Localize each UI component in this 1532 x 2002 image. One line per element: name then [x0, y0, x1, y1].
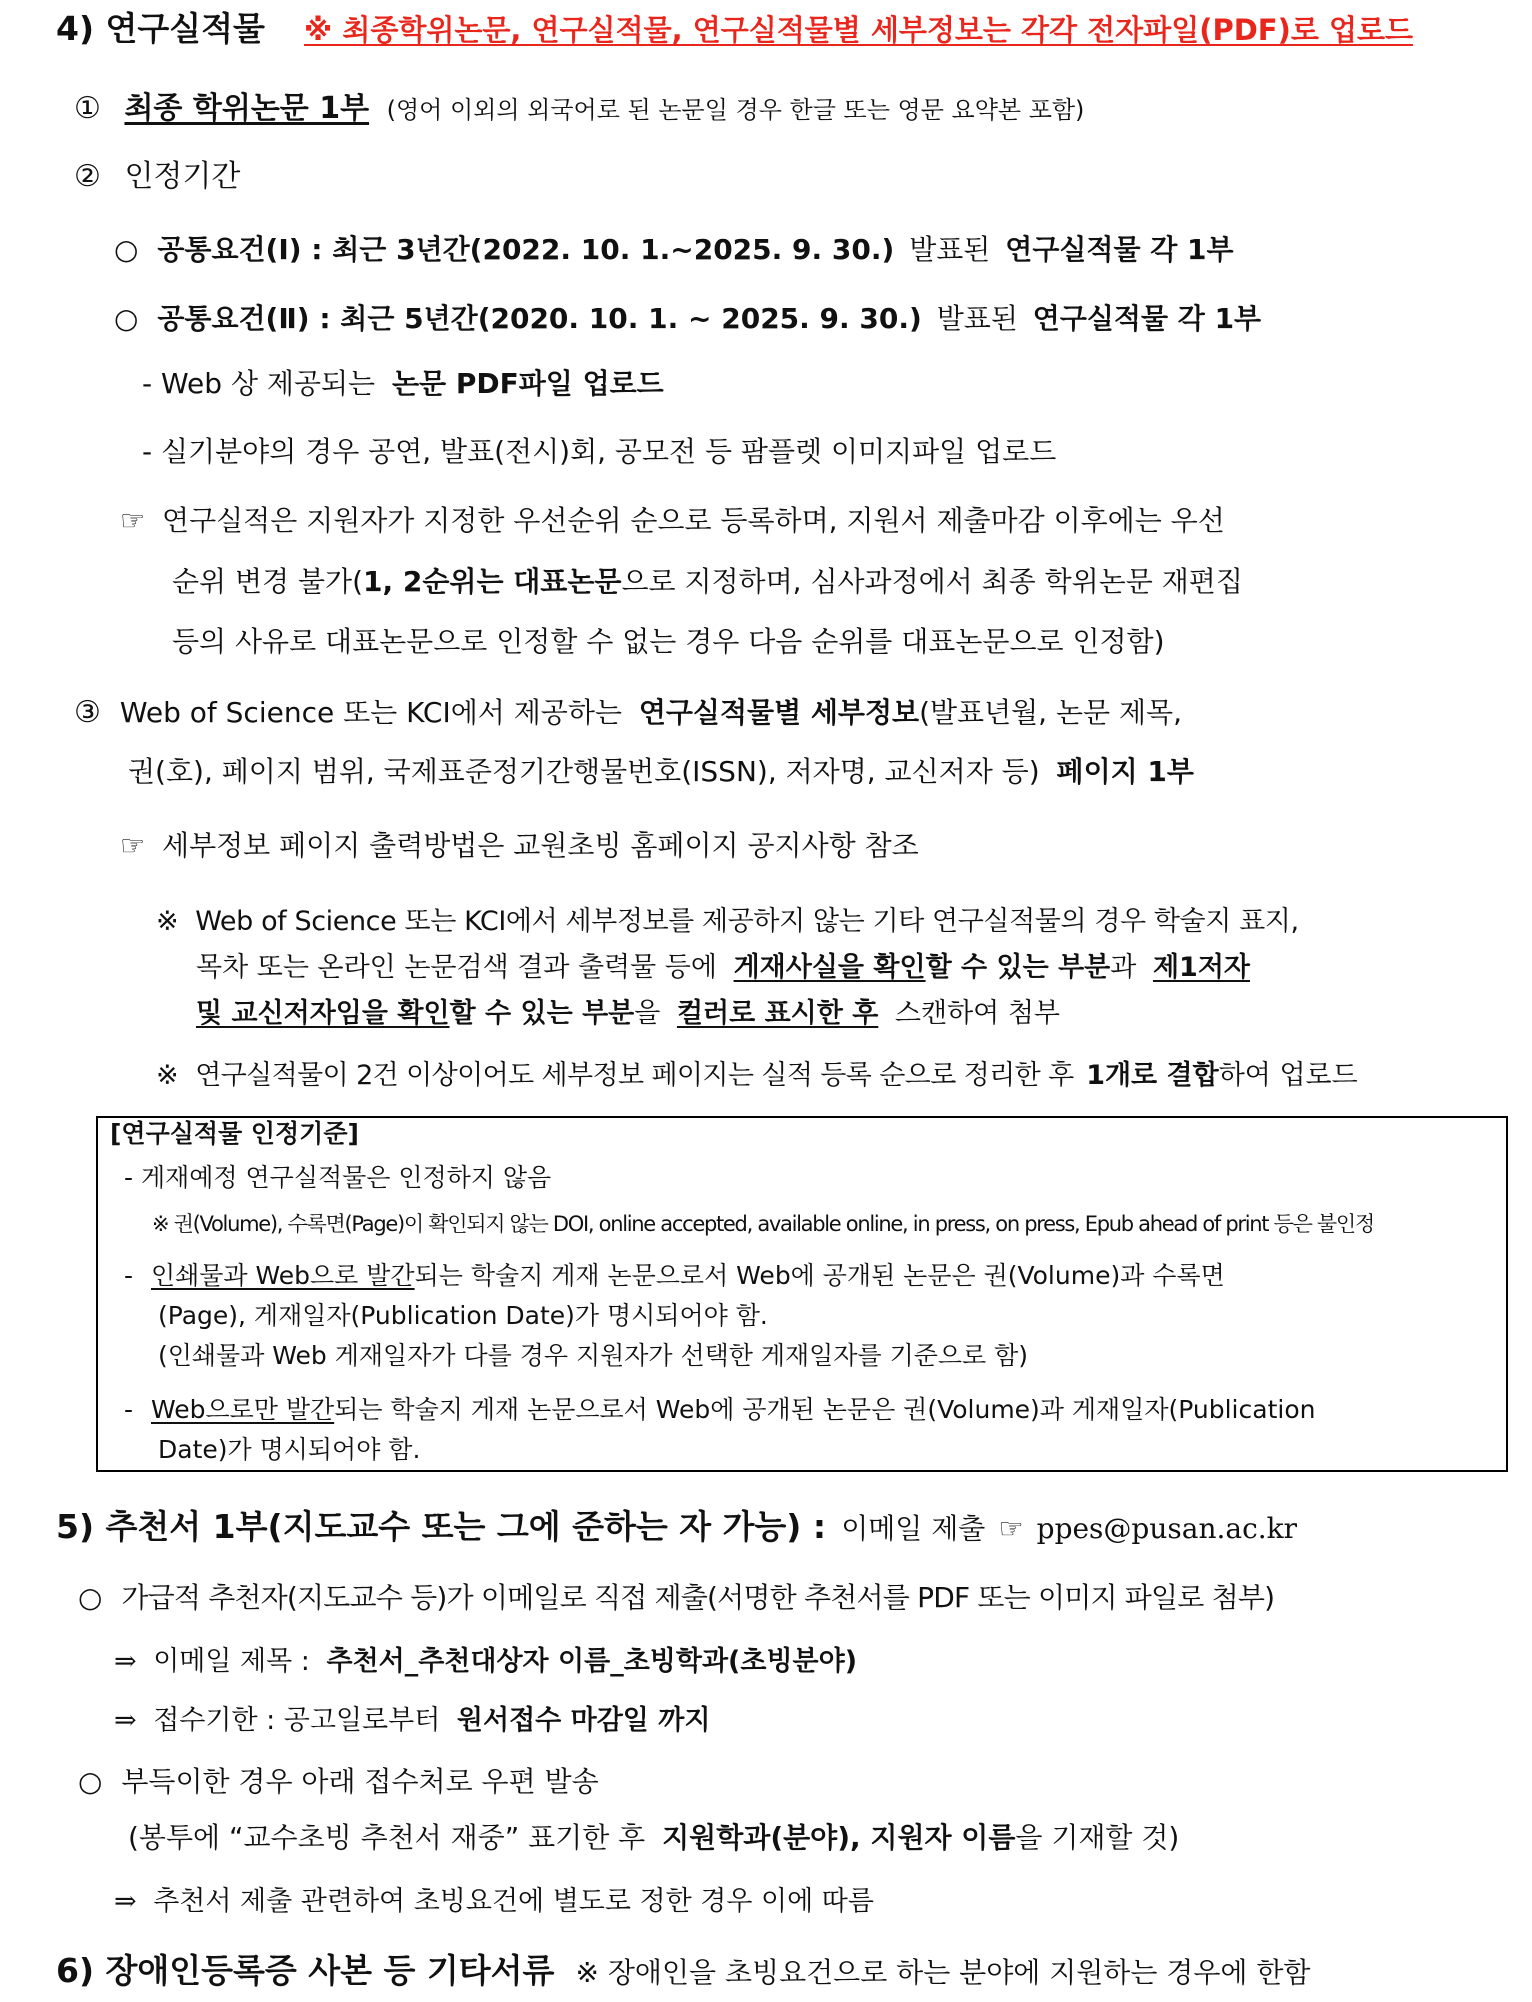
item-3-number: ③ — [74, 695, 101, 730]
arrow-icon: ⇒ — [114, 1646, 137, 1677]
note-1-text-1: 연구실적은 지원자가 지정한 우선순위 순으로 등록하며, 지원서 제출마감 이후에는 우선 — [162, 504, 1225, 537]
section-4-heading: 4) 연구실적물 — [56, 9, 265, 48]
section-5-title-line — [56, 1508, 1297, 1546]
s5-bullet-1: ○ — [78, 1581, 103, 1614]
s5-arrow-3-text: 추천서 제출 관련하여 초빙요건에 별도로 정한 경우 이에 따름 — [153, 1886, 874, 1917]
reference-2-text-a: 연구실적물이 2건 이상이어도 세부정보 페이지는 실적 등록 순으로 정리한 후 — [195, 1060, 1074, 1091]
criteria-box-title: [연구실적물 인정기준] — [110, 1119, 359, 1148]
criteria-item-2-underlined: 인쇄물과 Web으로 발간 — [150, 1261, 415, 1290]
note-1-text-2b: 1, 2순위는 대표논문 — [363, 565, 622, 598]
dash-1-line — [142, 368, 664, 400]
s5-bullet-2: ○ — [78, 1765, 103, 1798]
reference-mark: ※ — [156, 906, 179, 937]
requirement-1-label: 공통요건(Ⅰ) : 최근 3년간(2022. 10. 1.~2025. 9. 30.) — [157, 233, 895, 266]
item-3-text-1a: Web of Science 또는 KCI에서 제공하는 — [119, 696, 622, 729]
note-1-line-1 — [120, 505, 1225, 537]
reference-1-text-2b: 게재사실을 확인 — [733, 952, 926, 983]
arrow-icon: ⇒ — [114, 1886, 137, 1917]
item-2-number: ② — [74, 159, 101, 194]
reference-1-text-2d: 과 — [1110, 952, 1137, 983]
item-1-line — [74, 92, 1084, 127]
criteria-item-3-underlined: Web으로만 발간 — [150, 1395, 335, 1424]
reference-mark: ※ — [156, 1060, 179, 1091]
requirement-1-mid: 발표된 — [909, 233, 991, 266]
section-5-submit: 이메일 제출 — [841, 1512, 986, 1545]
s5-arrow-2-bold: 원서접수 마감일 까지 — [456, 1705, 711, 1736]
reference-2-text-b: 1개로 결합 — [1086, 1060, 1219, 1091]
item-3-text-2b: 페이지 1부 — [1056, 755, 1194, 788]
s5-bullet-1-text: 가급적 추천자(지도교수 등)가 이메일로 직접 제출(서명한 추천서를 PDF 또는 이미지 파일로 첨부) — [121, 1581, 1275, 1614]
reference-1-text-2e: 제1저자 — [1152, 952, 1250, 983]
criteria-item-3-line-2: Date)가 명시되어야 함. — [158, 1435, 421, 1464]
requirement-2-bullet: ○ — [114, 302, 139, 335]
reference-1-text-2a: 목차 또는 온라인 논문검색 결과 출력물 등에 — [196, 952, 717, 983]
item-3-text-2a: 권(호), 페이지 범위, 국제표준정기간행물번호(ISSN), 저자명, 교신저자 등) — [128, 755, 1040, 788]
section-6-note: ※ 장애인을 초빙요건으로 하는 분야에 지원하는 경우에 한함 — [575, 1956, 1311, 1989]
dash-2-line: - 실기분야의 경우 공연, 발표(전시)회, 공모전 등 팜플렛 이미지파일 업로드 — [142, 435, 1057, 468]
item-2-line — [74, 160, 240, 195]
reference-1-text-3d: 컬러로 표시한 후 — [676, 998, 879, 1029]
s5-arrow-3-line — [114, 1886, 874, 1917]
reference-1-text-2c: 할 수 있는 부분 — [925, 952, 1111, 983]
requirement-2-bold: 연구실적물 각 1부 — [1032, 302, 1262, 335]
item-3-text-1b: 연구실적물별 세부정보 — [638, 696, 920, 729]
note-1-line-2 — [172, 566, 1243, 598]
arrow-icon: ⇒ — [114, 1705, 137, 1736]
reference-1-text-1: Web of Science 또는 KCI에서 세부정보를 제공하지 않는 기타 연구실적물의 경우 학술지 표지, — [195, 906, 1299, 937]
item-1-number: ① — [74, 91, 101, 126]
reference-1-line-2 — [196, 952, 1250, 983]
criteria-item-2-text: 되는 학술지 게재 논문으로서 Web에 공개된 논문은 권(Volume)과 수록면 — [414, 1261, 1225, 1290]
hand-point-icon: ☞ — [120, 504, 146, 537]
s5-arrow-1-label: 이메일 제목 : — [153, 1646, 310, 1677]
criteria-item-2-line-1 — [124, 1262, 1225, 1291]
requirement-2-mid: 발표된 — [936, 302, 1018, 335]
requirement-1-bullet: ○ — [114, 233, 139, 266]
requirement-1-bold: 연구실적물 각 1부 — [1005, 233, 1234, 266]
reference-2-text-c: 하여 업로드 — [1218, 1060, 1358, 1091]
s5-bullet-2-line-2 — [128, 1822, 1179, 1854]
note-1-line-3: 등의 사유로 대표논문으로 인정할 수 없는 경우 다음 순위를 대표논문으로 인정함) — [172, 625, 1165, 658]
item-3-note-line — [120, 830, 919, 862]
criteria-item-3-dash: - — [124, 1395, 134, 1424]
item-3-line-2 — [128, 756, 1194, 788]
requirement-1-line — [114, 234, 1234, 266]
item-3-text-1c: (발표년월, 논문 제목, — [919, 696, 1182, 729]
section-6-heading: 6) 장애인등록증 사본 등 기타서류 — [56, 1951, 555, 1990]
reference-1-line-1 — [156, 906, 1299, 937]
s5-arrow-2-label: 접수기한 : 공고일로부터 — [153, 1705, 441, 1736]
criteria-item-1: - 게재예정 연구실적물은 인정하지 않음 — [124, 1163, 552, 1192]
reference-1-text-3c: 을 — [634, 998, 661, 1029]
criteria-item-3-text: 되는 학술지 게재 논문으로서 Web에 공개된 논문은 권(Volume)과 게재일자(Publication — [334, 1395, 1316, 1424]
s5-bullet-2-text-2b: 지원학과(분야), 지원자 이름 — [662, 1821, 1016, 1854]
requirement-2-label: 공통요건(Ⅱ) : 최근 5년간(2020. 10. 1. ~ 2025. 9. 30.) — [157, 302, 922, 335]
section-6-title-line — [56, 1952, 1310, 1990]
s5-bullet-1-line — [78, 1582, 1274, 1614]
reference-1-text-3e: 스캔하여 첨부 — [894, 998, 1060, 1029]
criteria-item-2-line-3: (인쇄물과 Web 게재일자가 다를 경우 지원자가 선택한 게재일자를 기준으로 함) — [158, 1341, 1029, 1370]
reference-1-text-3a: 및 교신저자임을 확인 — [196, 998, 450, 1029]
item-2-title: 인정기간 — [124, 159, 241, 194]
note-1-text-2a: 순위 변경 불가( — [172, 565, 364, 598]
s5-bullet-2-text-2c: 을 기재할 것) — [1015, 1821, 1180, 1854]
reference-1-line-3 — [196, 998, 1060, 1029]
s5-arrow-1-bold: 추천서_추천대상자 이름_초빙학과(초빙분야) — [326, 1646, 858, 1677]
criteria-item-2-dash: - — [124, 1261, 134, 1290]
note-1-text-2c: 으로 지정하며, 심사과정에서 최종 학위논문 재편집 — [621, 565, 1243, 598]
hand-point-icon: ☞ — [998, 1512, 1024, 1545]
s5-arrow-1-line — [114, 1646, 857, 1677]
criteria-item-2-line-2: (Page), 게재일자(Publication Date)가 명시되어야 함. — [158, 1301, 768, 1330]
contact-email: ppes@pusan.ac.kr — [1036, 1512, 1298, 1545]
hand-point-icon: ☞ — [120, 829, 146, 862]
section-4-upload-notice: ※ 최종학위논문, 연구실적물, 연구실적물별 세부정보는 각각 전자파일(PDF)로 업로드 — [304, 13, 1414, 47]
s5-arrow-2-line — [114, 1705, 710, 1736]
item-3-line-1 — [74, 696, 1182, 731]
item-1-title: 최종 학위논문 1부 — [124, 91, 370, 126]
dash-1-bold: 논문 PDF파일 업로드 — [392, 367, 664, 400]
s5-bullet-2-line — [78, 1766, 599, 1798]
s5-bullet-2-text-2a: (봉투에 “교수초빙 추천서 재중” 표기한 후 — [128, 1821, 646, 1854]
section-5-heading: 5) 추천서 1부(지도교수 또는 그에 준하는 자 가능) : — [56, 1507, 827, 1546]
criteria-item-1-note: ※ 권(Volume), 수록면(Page)이 확인되지 않는 DOI, online accepted, available online, in press, on press, Epub ahead of print 등은 불인정 — [152, 1212, 1374, 1236]
item-3-note-text: 세부정보 페이지 출력방법은 교원초빙 홈페이지 공지사항 참조 — [162, 829, 919, 862]
requirement-2-line — [114, 303, 1261, 335]
criteria-item-3-line-1 — [124, 1396, 1315, 1425]
reference-1-text-3b: 할 수 있는 부분 — [449, 998, 635, 1029]
section-4-title-line — [56, 10, 1413, 48]
item-1-note: (영어 이외의 외국어로 된 논문일 경우 한글 또는 영문 요약본 포함) — [386, 96, 1085, 124]
dash-1-text: - Web 상 제공되는 — [142, 367, 376, 400]
s5-bullet-2-text: 부득이한 경우 아래 접수처로 우편 발송 — [121, 1765, 599, 1798]
reference-2-line — [156, 1060, 1358, 1091]
